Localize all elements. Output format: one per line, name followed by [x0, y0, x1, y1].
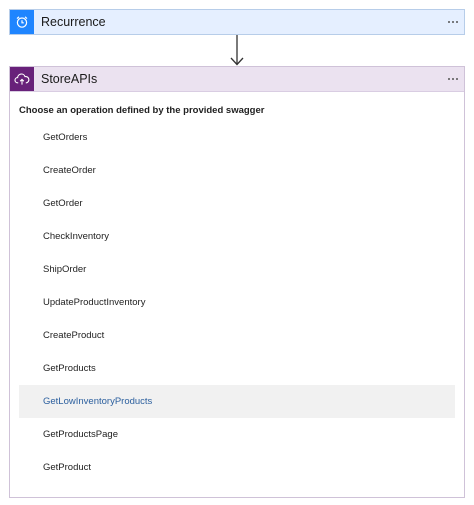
operation-list	[19, 121, 455, 484]
operation-item[interactable]: GetProduct	[43, 462, 92, 473]
alarm-clock-icon	[10, 10, 34, 34]
operation-prompt: Choose an operation defined by the provided swagger	[19, 105, 265, 116]
operation-item[interactable]: ShipOrder	[43, 264, 87, 275]
recurrence-card[interactable]	[9, 9, 465, 35]
operation-item[interactable]: CheckInventory	[43, 231, 110, 242]
operation-item[interactable]: CreateOrder	[43, 165, 96, 176]
recurrence-more-button[interactable]	[448, 10, 458, 34]
operation-item[interactable]: GetOrder	[43, 198, 83, 209]
recurrence-title: Recurrence	[41, 15, 106, 29]
operation-item[interactable]: GetProducts	[43, 363, 96, 374]
storeapis-more-button[interactable]	[448, 67, 458, 91]
recurrence-header[interactable]	[10, 10, 464, 34]
connector-arrow-icon	[229, 35, 245, 66]
operation-item[interactable]: UpdateProductInventory	[43, 297, 146, 308]
storeapis-header[interactable]	[10, 67, 464, 92]
cloud-upload-icon	[10, 67, 34, 91]
storeapis-title: StoreAPIs	[41, 72, 98, 86]
operation-item[interactable]: GetLowInventoryProducts	[19, 385, 455, 418]
operation-item[interactable]: GetOrders	[43, 132, 88, 143]
storeapis-card	[9, 66, 465, 498]
operation-item[interactable]: GetProductsPage	[43, 429, 118, 440]
operation-item[interactable]: CreateProduct	[43, 330, 105, 341]
